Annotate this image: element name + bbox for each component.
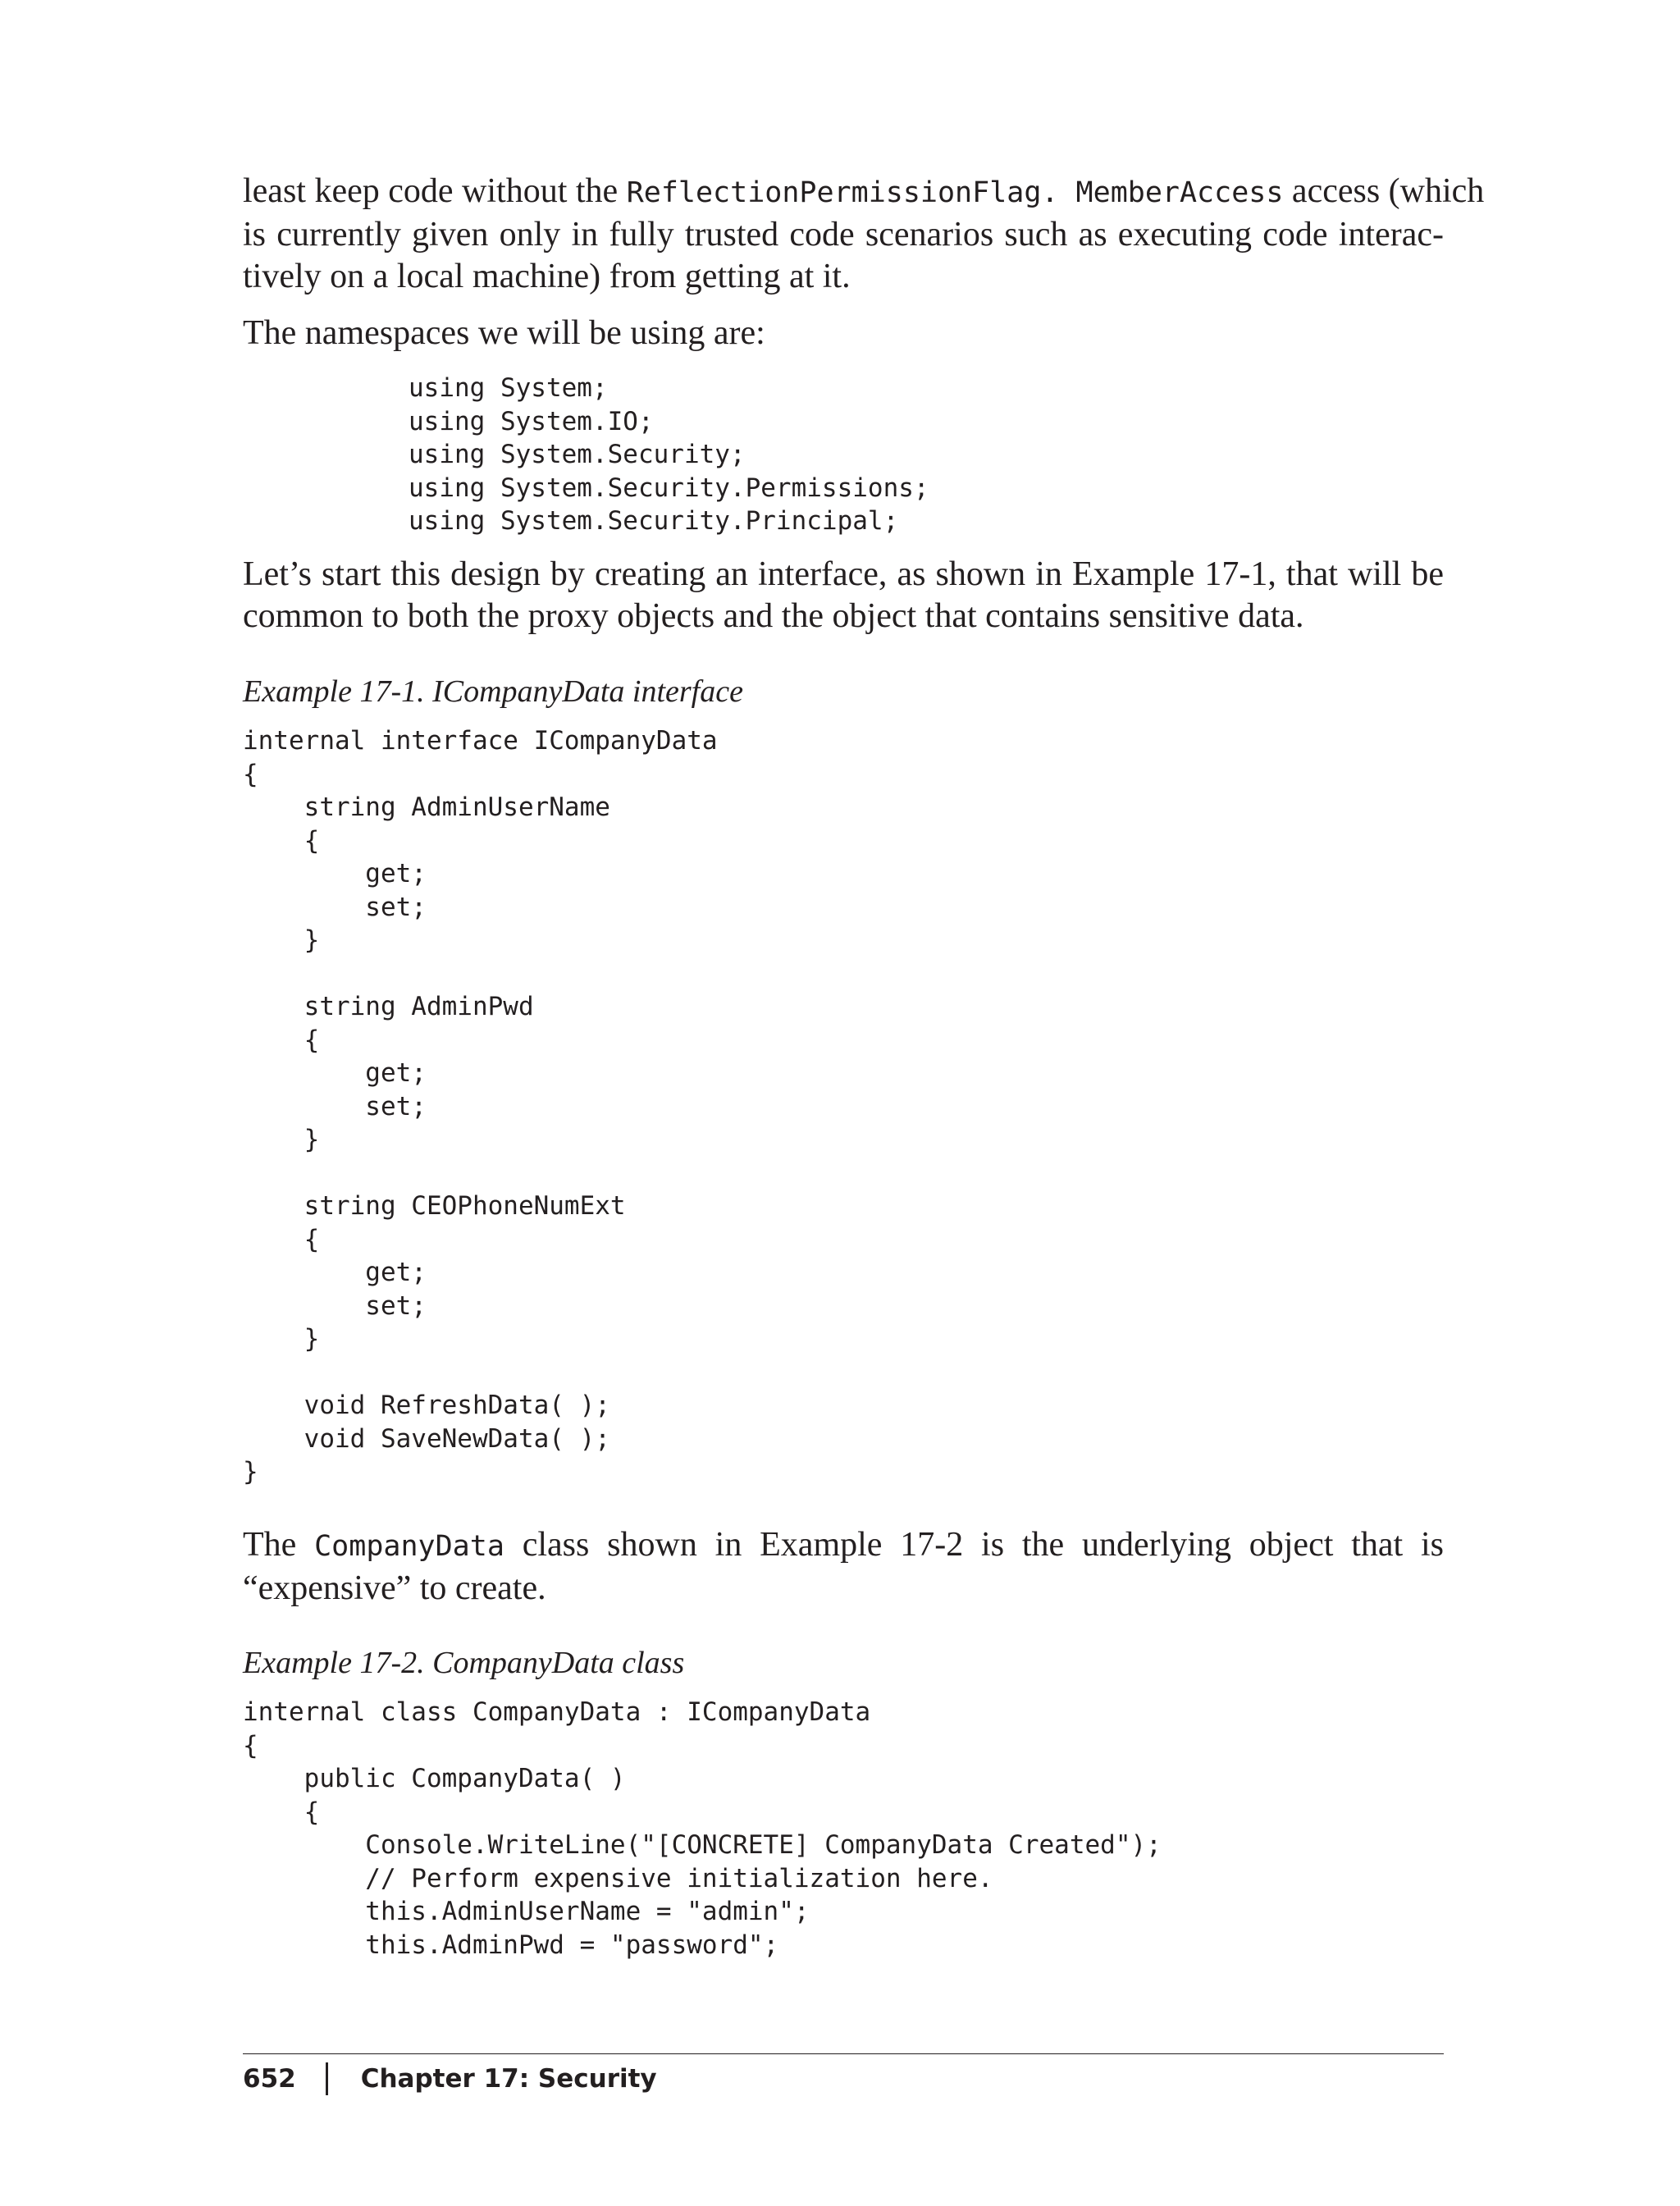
intro-line-1-text: least keep code without the (243, 172, 627, 210)
example-2-code-line: this.AdminPwd = "password"; (243, 1930, 779, 1960)
namespaces-code-line: using System.Security.Principal; (409, 506, 899, 536)
companydata-paragraph (243, 1524, 1444, 1610)
example-1-code-line: string AdminUserName (243, 792, 610, 822)
intro-line-1-tail: access (which (1283, 172, 1485, 210)
example-1-code-line: } (243, 1324, 320, 1354)
intro-line-3: tively on a local machine) from getting at it. (243, 258, 851, 295)
intro-line-2: is currently given only in fully trusted code scenarios such as executing code interac- (243, 216, 1444, 253)
footer-separator (326, 2062, 328, 2095)
example-1-code-line: set; (243, 1290, 427, 1321)
example-1-code-line: string CEOPhoneNumExt (243, 1191, 626, 1221)
example-1-code-line: { (243, 1224, 320, 1254)
example-1-code-line: internal interface ICompanyData (243, 726, 718, 756)
example-2-code-line: Console.WriteLine("[CONCRETE] CompanyData Created"); (243, 1830, 1162, 1860)
example-1-code-line (243, 957, 718, 991)
example-1-code-block (243, 724, 718, 1489)
example-1-code-line: void SaveNewData( ); (243, 1423, 610, 1454)
inline-code-companydata: CompanyData (314, 1530, 504, 1563)
namespaces-code-block (409, 372, 929, 538)
example-2-caption: Example 17-2. CompanyData class (243, 1646, 685, 1680)
example-1-caption: Example 17-1. ICompanyData interface (243, 674, 743, 709)
example-2-code-line: this.AdminUserName = "admin"; (243, 1897, 810, 1926)
page-number: 652 (243, 2064, 296, 2094)
design-line-1: Let’s start this design by creating an interface, as shown in Example 17-1, that will be (243, 555, 1444, 593)
example-1-code-line: set; (243, 892, 427, 922)
namespaces-code-line: using System.IO; (409, 406, 654, 436)
chapter-title: Chapter 17: Security (360, 2064, 657, 2094)
example-1-code-line: { (243, 759, 258, 789)
namespaces-intro-text: The namespaces we will be using are: (243, 314, 765, 352)
example-1-code-line: void RefreshData( ); (243, 1391, 610, 1420)
example-2-code-line: { (243, 1797, 320, 1827)
example-2-code-block (243, 1696, 1162, 1962)
book-page (243, 0, 1485, 2206)
footer-rule (243, 2053, 1444, 2054)
design-line-2: common to both the proxy objects and the object that contains sensitive data. (243, 597, 1304, 635)
example-2-code-line: public CompanyData( ) (243, 1764, 626, 1793)
page-footer (243, 2059, 657, 2099)
example-1-code-line (243, 1356, 718, 1390)
companydata-line-2: “expensive” to create. (243, 1569, 546, 1607)
example-1-code-line: set; (243, 1091, 427, 1121)
companydata-line-1-tail: class shown in Example 17-2 is the underlying object that is (504, 1526, 1444, 1564)
example-2-code-line: // Perform expensive initialization here. (243, 1863, 993, 1893)
example-2-code-line: { (243, 1730, 258, 1761)
example-1-code-line: { (243, 1025, 320, 1055)
intro-line-1 (243, 171, 1485, 214)
namespaces-code-line: using System.Security.Permissions; (409, 473, 929, 503)
companydata-line-1 (243, 1524, 1444, 1568)
example-1-code-line: get; (243, 1258, 427, 1287)
namespaces-code-line: using System.Security; (409, 440, 746, 469)
example-1-code-line: } (243, 925, 320, 955)
companydata-line-1-text: The (243, 1526, 315, 1564)
example-2-code-line: internal class CompanyData : ICompanyData (243, 1697, 871, 1727)
design-paragraph (243, 554, 1444, 637)
namespaces-intro (243, 313, 1444, 354)
example-1-code-line: } (243, 1125, 320, 1154)
namespaces-code-line: using System; (409, 373, 608, 403)
example-1-code-line: get; (243, 1058, 427, 1088)
example-1-code-line (243, 1157, 718, 1190)
inline-code-reflection-flag: ReflectionPermissionFlag. MemberAccess (626, 176, 1284, 209)
intro-paragraph (243, 171, 1485, 298)
example-1-code-line: } (243, 1457, 258, 1487)
example-1-code-line: { (243, 825, 320, 856)
example-1-code-line: get; (243, 859, 427, 888)
example-1-code-line: string AdminPwd (243, 992, 534, 1021)
